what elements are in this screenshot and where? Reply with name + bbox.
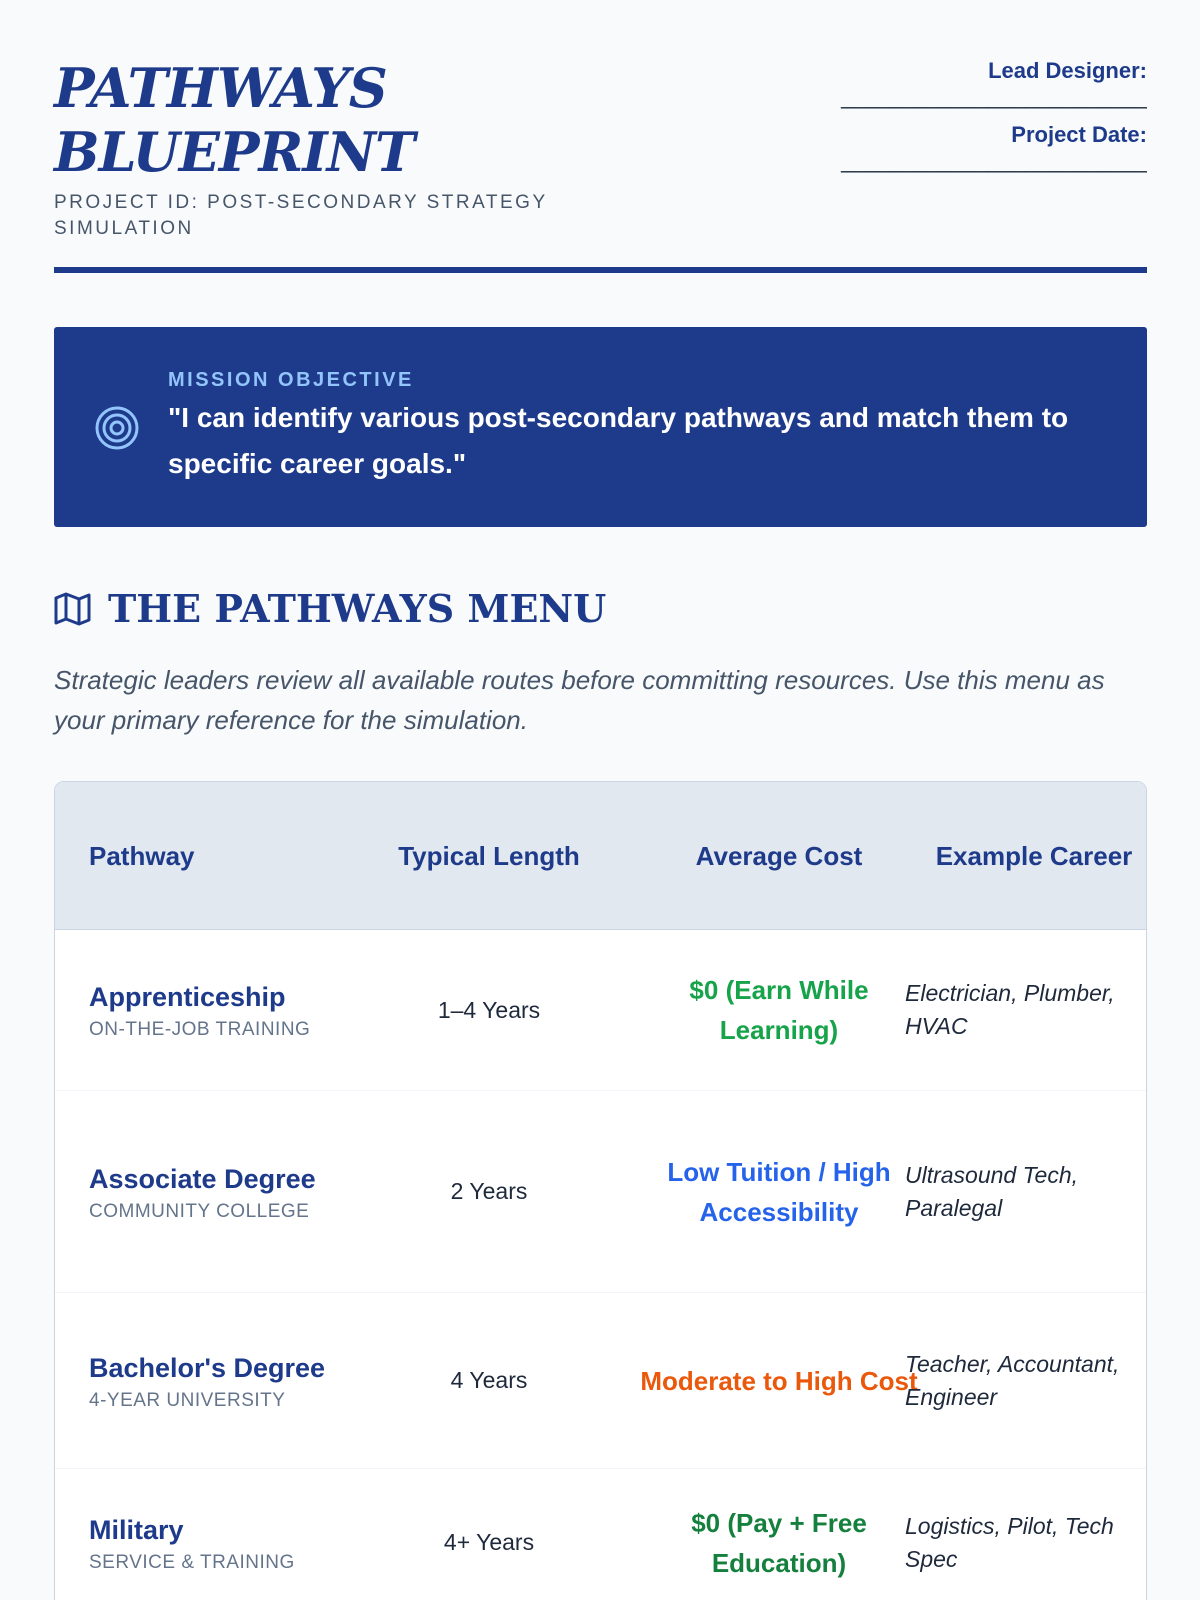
target-icon bbox=[94, 405, 140, 451]
pathway-cell bbox=[89, 1091, 339, 1292]
pathway-subtitle: ON-THE-JOB TRAINING bbox=[89, 1019, 311, 1040]
career-value: Logistics, Pilot, Tech Spec bbox=[905, 1512, 1114, 1572]
table-row bbox=[55, 1469, 1146, 1600]
meta-fields bbox=[787, 56, 1147, 184]
cost-value: $0 (Earn While Learning) bbox=[689, 975, 869, 1045]
project-date-label: Project Date: bbox=[1011, 122, 1147, 147]
cost-value: Low Tuition / High Accessibility bbox=[667, 1156, 891, 1227]
page-title bbox=[54, 56, 614, 184]
career-cell bbox=[905, 1469, 1135, 1600]
pathway-name: Apprenticeship bbox=[89, 982, 286, 1012]
section-intro: Strategic leaders review all available routes before committing resources. Use this menu as your primary reference for the simulation. bbox=[54, 665, 1105, 735]
title-line-1: PATHWAYS bbox=[54, 56, 387, 120]
length-value: 1–4 Years bbox=[437, 996, 541, 1023]
pathway-name: Associate Degree bbox=[89, 1163, 316, 1194]
mission-banner bbox=[54, 327, 1147, 527]
table-header bbox=[55, 782, 1146, 930]
length-value: 4 Years bbox=[450, 1367, 528, 1393]
career-value: Electrician, Plumber, HVAC bbox=[905, 980, 1115, 1039]
career-cell bbox=[905, 1091, 1135, 1292]
career-cell bbox=[905, 1293, 1135, 1468]
pathway-name: Military bbox=[89, 1514, 184, 1545]
column-header-cost: Average Cost bbox=[695, 841, 863, 871]
page-header bbox=[54, 0, 1147, 274]
pathways-table bbox=[54, 781, 1147, 1600]
lead-designer-field[interactable]: _________________________ bbox=[841, 86, 1147, 109]
worksheet-page bbox=[54, 0, 1147, 1578]
header-divider bbox=[54, 267, 1147, 273]
mission-quote: "I can identify various post-secondary pathways and match them to specific career goals." bbox=[168, 402, 1069, 479]
pathway-cell bbox=[89, 1293, 339, 1468]
cost-cell bbox=[629, 1469, 929, 1600]
project-id: PROJECT ID: POST-SECONDARY STRATEGY SIMULATION bbox=[54, 192, 548, 239]
pathway-name: Bachelor's Degree bbox=[89, 1352, 326, 1383]
length-cell bbox=[349, 1469, 629, 1600]
map-icon bbox=[54, 592, 91, 626]
title-line-2: BLUEPRINT bbox=[54, 120, 415, 184]
table-row bbox=[55, 1293, 1146, 1469]
pathway-subtitle: COMMUNITY COLLEGE bbox=[89, 1200, 310, 1222]
column-header-career: Example Career bbox=[935, 841, 1133, 871]
pathway-subtitle: 4-YEAR UNIVERSITY bbox=[89, 1389, 286, 1411]
pathway-cell bbox=[89, 1469, 339, 1600]
table-row bbox=[55, 1091, 1146, 1293]
lead-designer-label: Lead Designer: bbox=[988, 58, 1147, 83]
project-date-field[interactable]: _________________________ bbox=[841, 150, 1147, 173]
column-header-pathway: Pathway bbox=[89, 841, 195, 871]
career-value: Teacher, Accountant, Engineer bbox=[905, 1350, 1120, 1410]
length-cell bbox=[349, 930, 629, 1090]
length-cell bbox=[349, 1091, 629, 1292]
length-cell bbox=[349, 1293, 629, 1468]
cost-cell bbox=[629, 930, 929, 1090]
cost-value: Moderate to High Cost bbox=[640, 1365, 918, 1396]
career-cell bbox=[905, 930, 1135, 1090]
cost-value: $0 (Pay + Free Education) bbox=[691, 1507, 867, 1578]
length-value: 4+ Years bbox=[443, 1529, 535, 1555]
pathway-cell bbox=[89, 930, 339, 1090]
table-row bbox=[55, 930, 1146, 1091]
cost-cell bbox=[629, 1091, 929, 1292]
mission-label: MISSION OBJECTIVE bbox=[168, 369, 414, 391]
pathway-subtitle: SERVICE & TRAINING bbox=[89, 1551, 295, 1573]
title-block bbox=[54, 56, 614, 242]
column-header-length: Typical Length bbox=[398, 841, 580, 871]
section-title: THE PATHWAYS MENU bbox=[108, 586, 607, 631]
length-value: 2 Years bbox=[450, 1178, 528, 1204]
cost-cell bbox=[629, 1293, 929, 1468]
career-value: Ultrasound Tech, Paralegal bbox=[905, 1161, 1079, 1221]
